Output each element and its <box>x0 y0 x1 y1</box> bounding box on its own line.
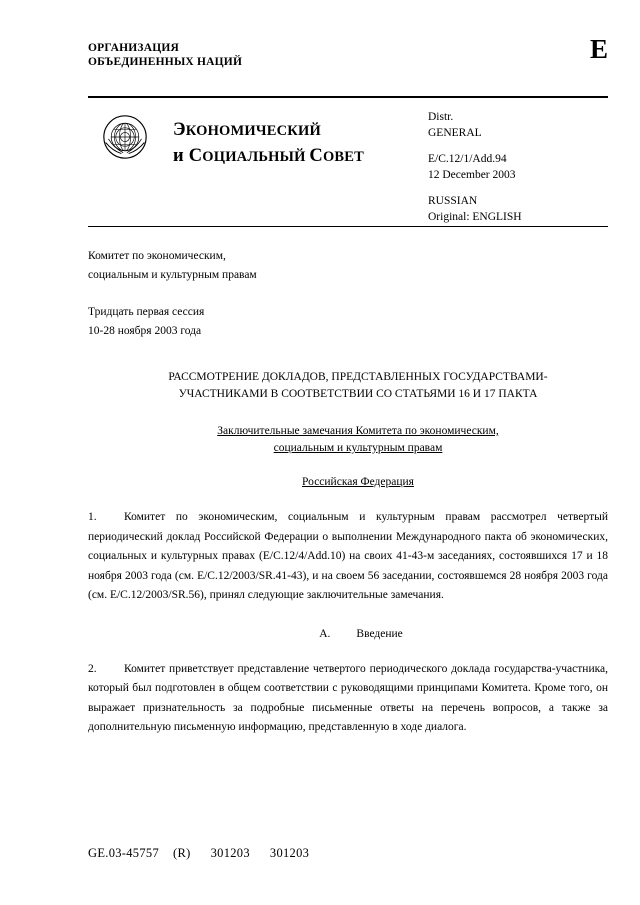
org-line-2: ОБЪЕДИНЕННЫХ НАЦИЙ <box>88 55 243 68</box>
paragraph-1-text: Комитет по экономическим, социальным и культурным правам рассмотрел четвертый периодический доклад Российской Федерации о выполнении Международного пакта об экономических, социальных и культурных правах (E/C.12/4/Add.10) на своих 41-43-м заседаниях, состоявшихся 17 и 18 ноября 2003 года (см. E/C.12/2003/SR.41-43), и на своем 56 заседании, состоявшемся 28 ноября 2003 года (см. E/C.12/2003/SR.56), принял следующие заключительные замечания. <box>88 511 608 601</box>
document-symbol: E/C.12/1/Add.94 <box>428 153 507 165</box>
paragraph-1-number: 1. <box>88 511 97 523</box>
paragraph-2-number: 2. <box>88 662 97 675</box>
country-heading: Российская Федерация <box>302 476 414 488</box>
distribution-block <box>428 110 522 225</box>
distr-value: GENERAL <box>428 126 482 139</box>
committee-name <box>88 247 608 285</box>
section-letter: A. <box>319 627 331 640</box>
paragraph-2 <box>88 660 608 738</box>
section-heading-a <box>88 628 608 640</box>
header-rule-thin <box>88 226 608 227</box>
page-content <box>88 0 608 905</box>
document-title-line-2: УЧАСТНИКАМИ В СООТВЕТСТВИИ СО СТАТЬЯМИ 16 И 17 ПАКТА <box>178 388 538 400</box>
language-group <box>428 194 522 225</box>
document-header-block <box>88 98 608 226</box>
subtitle-line-2: социальным и культурным правам <box>273 442 443 454</box>
document-title <box>88 369 608 403</box>
document-date: 12 December 2003 <box>428 168 516 181</box>
footer-num-2: 301203 <box>269 846 310 860</box>
distr-group <box>428 110 522 141</box>
session-line-2: 10-28 ноября 2003 года <box>88 325 202 337</box>
session-info <box>88 303 608 341</box>
footer-num-1: 301203 <box>210 846 250 860</box>
masthead <box>88 0 608 88</box>
session-line-1: Тридцать первая сессия <box>88 306 205 318</box>
section-label: Введение <box>356 627 403 640</box>
symbol-letter-e: E <box>589 34 608 64</box>
committee-line-2: социальным и культурным правам <box>88 269 257 281</box>
document-title-line-1: РАССМОТРЕНИЕ ДОКЛАДОВ, ПРЕДСТАВЛЕННЫХ ГОСУДАРСТВАМИ- <box>168 371 548 383</box>
symbol-group <box>428 152 522 183</box>
footer-lang: (R) <box>173 846 191 860</box>
footer-code: GE.03-45757 <box>88 846 160 860</box>
footer-job-number <box>88 846 309 861</box>
council-title-line-1: ЭКОНОМИЧЕСКИЙ <box>173 120 321 140</box>
org-line-1: ОРГАНИЗАЦИЯ <box>88 42 179 54</box>
council-title <box>173 118 364 170</box>
organization-name <box>88 42 608 69</box>
document-original-language: Original: ENGLISH <box>428 210 522 223</box>
committee-line-1: Комитет по экономическим, <box>88 250 226 262</box>
un-emblem-icon <box>102 114 148 160</box>
document-language: RUSSIAN <box>428 195 478 207</box>
council-title-line-2: и СОЦИАЛЬНЫЙ СОВЕТ <box>173 146 365 166</box>
paragraph-2-text: Комитет приветствует представление четвертого периодического доклада государства-участника, который был подготовлен в общем соответствии с руководящими принципами Комитета. Кроме того, он выражает признательность за подробные письменные ответы на перечень вопросов, а также за дополнительную письменную информацию, представленную в ходе диалога. <box>88 662 608 733</box>
document-subtitle <box>88 423 608 457</box>
paragraph-1 <box>88 508 608 606</box>
subtitle-line-1: Заключительные замечания Комитета по экономическим, <box>217 425 499 437</box>
distr-label: Distr. <box>428 111 454 123</box>
